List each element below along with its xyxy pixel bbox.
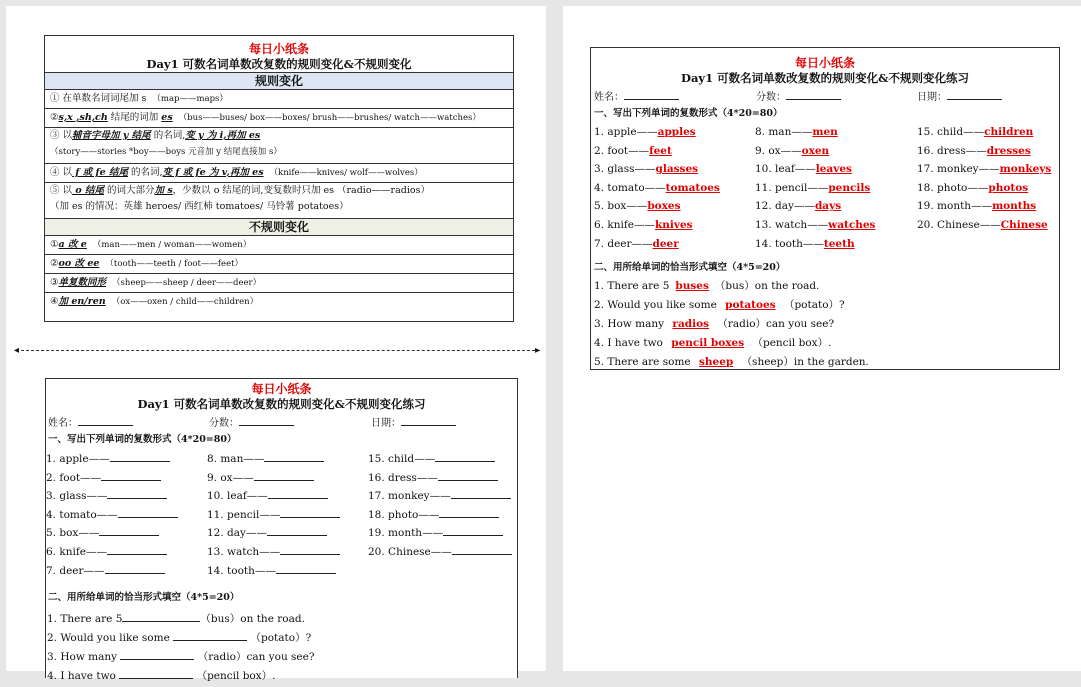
cut-line-right-arrow: ▸ bbox=[535, 345, 541, 356]
answer-item-1: 1. apple——apples bbox=[594, 126, 696, 138]
word-item-4[interactable]: 4. tomato—— bbox=[46, 507, 178, 522]
word-item-14[interactable]: 14. tooth—— bbox=[207, 563, 336, 578]
answer-item-17: 17. monkey——monkeys bbox=[917, 163, 1052, 176]
answer-sentence-4: 4. I have two pencil boxes （pencil box）. bbox=[594, 337, 832, 349]
answer-title: 每日小纸条 bbox=[794, 56, 855, 70]
answer-item-3: 3. glass——glasses bbox=[594, 163, 699, 176]
answer-item-19: 19. month——months bbox=[917, 200, 1037, 213]
answer-sentences bbox=[591, 275, 1059, 369]
sentence-1[interactable]: 1. There are 5 （bus）on the road. bbox=[47, 613, 305, 625]
word-item-10[interactable]: 10. leaf—— bbox=[207, 488, 328, 503]
section-regular: 规则变化 bbox=[45, 72, 513, 90]
word-item-20[interactable]: 20. Chinese—— bbox=[368, 544, 512, 559]
rules-card bbox=[44, 35, 514, 322]
word-item-6[interactable]: 6. knife—— bbox=[46, 544, 167, 559]
answer-item-4: 4. tomato——tomatoes bbox=[594, 181, 720, 194]
name-field[interactable]: 姓名： bbox=[48, 415, 133, 431]
word-item-13[interactable]: 13. watch—— bbox=[207, 544, 340, 559]
answer-item-9: 9. ox——oxen bbox=[755, 144, 830, 157]
word-item-1[interactable]: 1. apple—— bbox=[46, 451, 170, 466]
word-item-5[interactable]: 5. box—— bbox=[46, 525, 159, 540]
word-item-11[interactable]: 11. pencil—— bbox=[207, 507, 340, 522]
rule-1: ① 在单数名词词尾加 s （map——maps） bbox=[45, 90, 513, 109]
word-item-16[interactable]: 16. dress—— bbox=[368, 470, 498, 485]
date-field[interactable]: 日期： bbox=[371, 415, 456, 431]
irregular-2: ②oo 改 ee （tooth——teeth / foot——feet） bbox=[45, 255, 513, 274]
irregular-1: ①a 改 e （man——men / woman——women） bbox=[45, 236, 513, 255]
answer-score-field[interactable]: 分数： bbox=[756, 89, 841, 105]
answer-item-14: 14. tooth——teeth bbox=[755, 237, 855, 250]
section-irregular: 不规则变化 bbox=[45, 219, 513, 236]
answer-part2-heading: 二、用所给单词的恰当形式填空（4*5=20） bbox=[594, 262, 786, 273]
worksheet-subtitle: Day1 可数名词单数改复数的规则变化&不规则变化练习 bbox=[137, 397, 426, 411]
part2-heading: 二、用所给单词的恰当形式填空（4*5=20） bbox=[48, 592, 240, 603]
answer-subtitle: Day1 可数名词单数改复数的规则变化&不规则变化练习 bbox=[681, 71, 969, 85]
answer-item-13: 13. watch——watches bbox=[755, 219, 876, 231]
answer-part1-heading: 一、写出下列单词的复数形式（4*20=80） bbox=[594, 108, 783, 119]
answer-item-18: 18. photo——photos bbox=[917, 181, 1029, 194]
word-item-15[interactable]: 15. child—— bbox=[368, 451, 495, 466]
answer-name-field[interactable]: 姓名： bbox=[594, 89, 679, 105]
answer-sentence-1: 1. There are 5 buses （bus）on the road. bbox=[594, 280, 820, 292]
word-item-8[interactable]: 8. man—— bbox=[207, 451, 324, 466]
rules-title: 每日小纸条 bbox=[248, 42, 309, 56]
blank-sentences bbox=[46, 607, 517, 687]
answer-sentence-5: 5. There are some sheep （sheep）in the garden. bbox=[594, 356, 869, 368]
rule-2: ②s,x ,sh,ch 结尾的词加 es （bus——buses/ box——boxes/ brush——brushes/ watch——watches） bbox=[45, 109, 513, 128]
rule-5: ⑤ 以 o 结尾 的词大部分加 s，少数以 o 结尾的词,变复数时只加 es （radio——radios） （加 es 的情况：英雄 heroes/ 西红柿 tomatoes/ 马铃薯 potatoes） bbox=[45, 183, 513, 219]
answer-sentence-3: 3. How many radios （radio）can you see? bbox=[594, 318, 835, 330]
answer-item-6: 6. knife——knives bbox=[594, 219, 693, 231]
answer-date-field[interactable]: 日期： bbox=[917, 89, 1002, 105]
sentence-2[interactable]: 2. Would you like some （potato）? bbox=[47, 632, 312, 644]
word-item-2[interactable]: 2. foot—— bbox=[46, 470, 161, 485]
blank-word-grid bbox=[46, 451, 517, 589]
info-row bbox=[46, 415, 517, 431]
word-item-7[interactable]: 7. deer—— bbox=[46, 563, 165, 578]
word-item-12[interactable]: 12. day—— bbox=[207, 525, 327, 540]
word-item-9[interactable]: 9. ox—— bbox=[207, 470, 314, 485]
sentence-4[interactable]: 4. I have two （pencil box）. bbox=[47, 670, 276, 682]
answer-item-7: 7. deer——deer bbox=[594, 237, 679, 250]
answer-info-row bbox=[591, 89, 1059, 105]
score-field[interactable]: 分数： bbox=[209, 415, 294, 431]
rule-4: ④ 以 f 或 fe 结尾 的名词,变 f 或 fe 为 v,再加 es （knife——knives/ wolf——wolves） bbox=[45, 164, 513, 183]
word-item-19[interactable]: 19. month—— bbox=[368, 525, 503, 540]
answer-item-15: 15. child——children bbox=[917, 126, 1034, 138]
word-item-17[interactable]: 17. monkey—— bbox=[368, 488, 511, 503]
rules-subtitle: Day1 可数名词单数改复数的规则变化&不规则变化 bbox=[146, 57, 412, 71]
answer-sentence-2: 2. Would you like some potatoes （potato）? bbox=[594, 299, 845, 311]
answer-item-5: 5. box——boxes bbox=[594, 200, 681, 213]
irregular-3: ③单复数同形 （sheep——sheep / deer——deer） bbox=[45, 274, 513, 293]
answer-item-20: 20. Chinese——Chinese bbox=[917, 219, 1048, 231]
cut-line-left-arrow: ◂ bbox=[14, 345, 20, 356]
answer-item-2: 2. foot——feet bbox=[594, 144, 672, 157]
answer-item-10: 10. leaf——leaves bbox=[755, 163, 852, 176]
blank-worksheet bbox=[45, 378, 518, 682]
rule-3: ③ 以辅音字母加 y 结尾 的名词,变 y 为 i,再加 es （story——stories *boy——boys 元音加 y 结尾直接加 s） bbox=[45, 128, 513, 164]
part1-heading: 一、写出下列单词的复数形式（4*20=80） bbox=[48, 434, 237, 445]
answer-item-16: 16. dress——dresses bbox=[917, 144, 1031, 157]
word-item-18[interactable]: 18. photo—— bbox=[368, 507, 499, 522]
word-item-3[interactable]: 3. glass—— bbox=[46, 488, 167, 503]
irregular-4: ④加 en/ren （ox——oxen / child——children） bbox=[50, 296, 259, 307]
answer-word-grid bbox=[591, 125, 1059, 261]
answer-item-12: 12. day——days bbox=[755, 200, 842, 213]
sentence-3[interactable]: 3. How many （radio）can you see? bbox=[47, 651, 315, 663]
cut-line bbox=[16, 350, 540, 351]
answer-item-8: 8. man——men bbox=[755, 126, 838, 138]
worksheet-title: 每日小纸条 bbox=[251, 382, 312, 396]
answer-worksheet bbox=[590, 47, 1060, 370]
answer-item-11: 11. pencil——pencils bbox=[755, 181, 871, 194]
